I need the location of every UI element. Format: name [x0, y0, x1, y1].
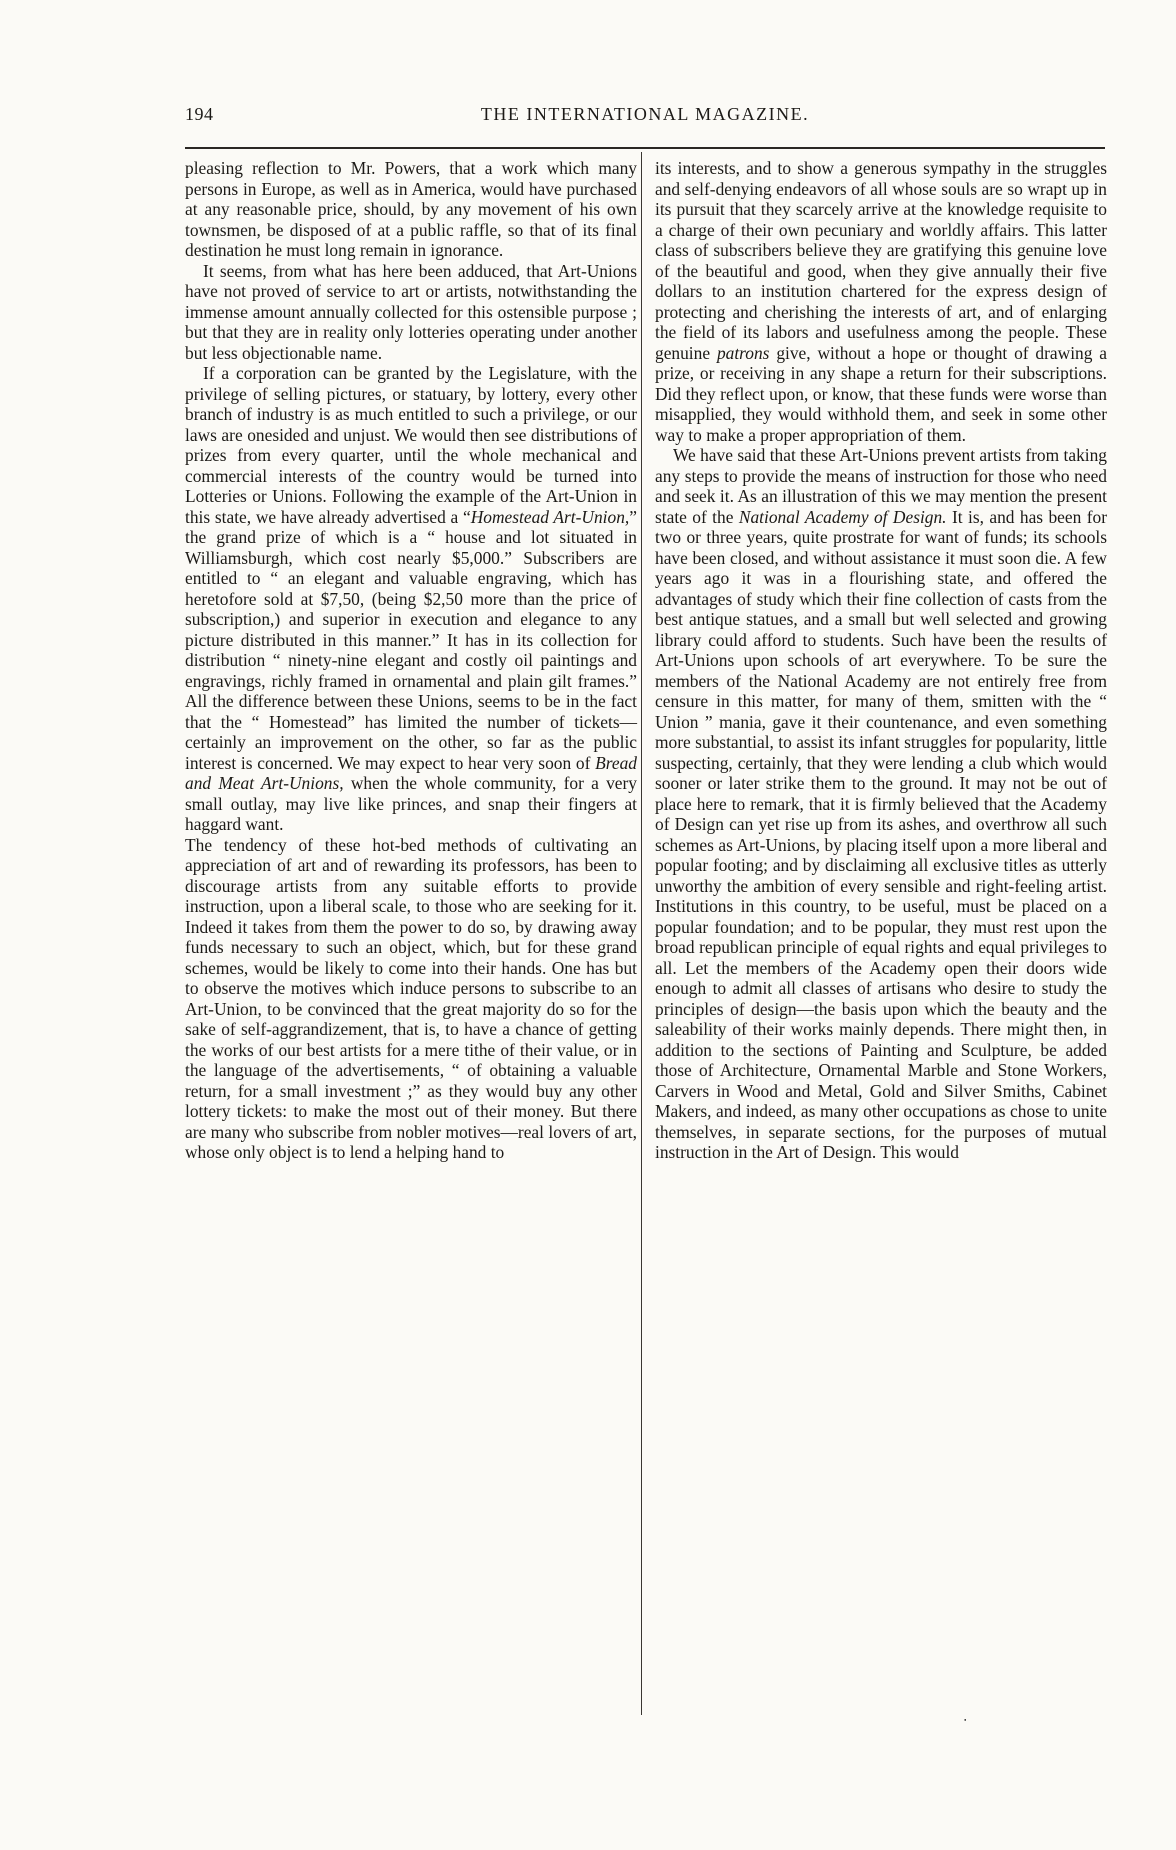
left-paragraph-4: [185, 835, 637, 1163]
national-academy-italic: National Academy of Design.: [738, 506, 947, 527]
patrons-italic: patrons: [716, 342, 770, 363]
right-paragraph-2-text-a: We have said that these Art-Unions prevent artists from taking any steps to provide the means of instruction for those who need and seek it. As an illustration of this we may mention the present state of the: [655, 445, 1107, 527]
left-paragraph-2: [185, 261, 637, 364]
magazine-title: THE INTERNATIONAL MAGAZINE.: [480, 104, 810, 124]
left-paragraph-3-text-c: when the whole community, for a very small outlay, may live like princes, and snap their fingers at haggard want.: [185, 773, 637, 834]
right-column: [655, 158, 1107, 1163]
left-paragraph-1-text: pleasing reflection to Mr. Powers, that a work which many persons in Europe, as well as in America, would have purchased at any reasonable price, should, by any movement of his own townsmen, be disposed of at a public raffle, so that of its final destination he must long remain in ignorance.: [185, 158, 637, 260]
stray-ink-mark: ‧: [963, 1714, 968, 1729]
bread-and-meat-italic: Bread and Meat Art-Unions,: [185, 752, 637, 793]
homestead-art-union-italic: Homestead Art-Union,: [470, 506, 630, 527]
left-paragraph-4-text: The tendency of these hot-bed methods of cultivating an appreciation of art and of rewarding its professors, has been to discourage artists from any suitable efforts to provide instruction, upon a liberal scale, to those who are seeking for it. Indeed it takes from them the power to do so, by drawing away funds necessary to such an object, which, but for these grand schemes, would be likely to come into their hands. One has but to observe the motives which induce persons to subscribe to an Art-Union, to be convinced that the great majority do so for the sake of self-aggrandizement, that is, to have a chance of getting the works of our best artists for a mere tithe of their value, or in the language of the advertisements, “ of obtaining a valuable return, for a small investment ;” as they would buy any other lottery tickets: to make the most out of their money. But there are many who subscribe from nobler motives—real lovers of art, whose only object is to lend a helping hand to: [185, 834, 637, 1162]
right-paragraph-2-text-b: It is, and has been for two or three years, quite prostrate for want of funds; its schools have been closed, and without assistance it must soon die. A few years ago it was in a flourishing state, and offered the advantages of study which their fine collection of casts from the best antique statues, and a small but well selected and growing library could afford to students. Such have been the results of Art-Unions upon schools of art everywhere. To be sure the members of the National Academy are not entirely free from censure in this matter, for many of them, smitten with the “ Union ” mania, gave it their countenance, and even something more substantial, to assist its infant struggles for popularity, little suspecting, certainly, that they were lending a club which would sooner or later strike them to the ground. It may not be out of place here to remark, that it is firmly believed that the Academy of Design can yet rise up from its ashes, and overthrow all such schemes as Art-Unions, by placing itself upon a more liberal and popular footing; and by disclaiming all exclusive titles as utterly unworthy the ambition of every sensible and right-feeling artist. Institutions in this country, to be useful, must be placed on a popular foundation; and to be popular, they must rest upon the broad republican principle of equal rights and equal privileges to all. Let the members of the Academy open their doors wide enough to admit all classes of artisans who desire to study the principles of design—the basis upon which the beauty and the saleability of their works mainly depends. There might then, in addition to the sections of Painting and Sculpture, be added those of Architecture, Ornamental Marble and Stone Workers, Carvers in Wood and Metal, Gold and Silver Smiths, Cabinet Makers, and indeed, as many other occupations as chose to unite themselves, in separate sections, for the purposes of mutual instruction in the Art of Design. This would: [655, 506, 1107, 1162]
left-paragraph-2-text: It seems, from what has here been adduced, that Art-Unions have not proved of service to art or artists, notwithstanding the immense amount annually collected for this ostensible purpose ; but that they are in reality only lotteries operating under another but less objectionable name.: [185, 260, 637, 363]
header-rule: [185, 147, 1105, 149]
left-column: [185, 158, 637, 1163]
right-paragraph-1: [655, 158, 1107, 445]
right-paragraph-1-text-a: its interests, and to show a generous sympathy in the struggles and self-denying endeavors of all whose souls are so wrapt up in its pursuit that they scarcely arrive at the knowledge requisite to a charge of their own pecuniary and worldly affairs. This latter class of subscribers believe they are gratifying this genuine love of the beautiful and good, when they give annually their five dollars to an institution chartered for the express design of protecting and cherishing the interests of art, and of enlarging the field of its labors and usefulness among the people. These genuine: [655, 158, 1107, 363]
page-number: 194: [185, 104, 214, 124]
left-paragraph-3: [185, 363, 637, 835]
left-paragraph-3-text-b: ” the grand prize of which is a “ house and lot situated in Williamsburgh, which cost nearly $5,000.” Subscribers are entitled to “ an elegant and valuable engraving, which has heretofore sold at $7,50, (being $2,50 more than the price of subscription,) and superior in execution and elegance to any picture distributed in this manner.” It has in its collection for distribution “ ninety-nine elegant and costly oil paintings and engravings, richly framed in ornamental and plain gilt frames.” All the difference between these Unions, seems to be in the fact that the “ Homestead” has limited the number of tickets—certainly an improvement on the other, so far as the public interest is concerned. We may expect to hear very soon of: [185, 506, 637, 773]
column-rule: [641, 152, 642, 1715]
right-paragraph-2: [655, 445, 1107, 1163]
left-paragraph-1: [185, 158, 637, 261]
right-paragraph-1-text-b: give, without a hope or thought of drawing a prize, or receiving in any shape a return for their subscriptions. Did they reflect upon, or know, that these funds were worse than misapplied, they would withhold them, and seek in some other way to make a proper appropriation of them.: [655, 342, 1107, 445]
running-head: [185, 104, 1105, 130]
left-paragraph-3-text-a: If a corporation can be granted by the Legislature, with the privilege of selling pictures, or statuary, by lottery, every other branch of industry is as much entitled to such a privilege, or our laws are onesided and unjust. We would then see distributions of prizes from every quarter, until the whole mechanical and commercial interests of the country would be turned into Lotteries or Unions. Following the example of the Art-Union in this state, we have already advertised a “: [185, 363, 637, 527]
